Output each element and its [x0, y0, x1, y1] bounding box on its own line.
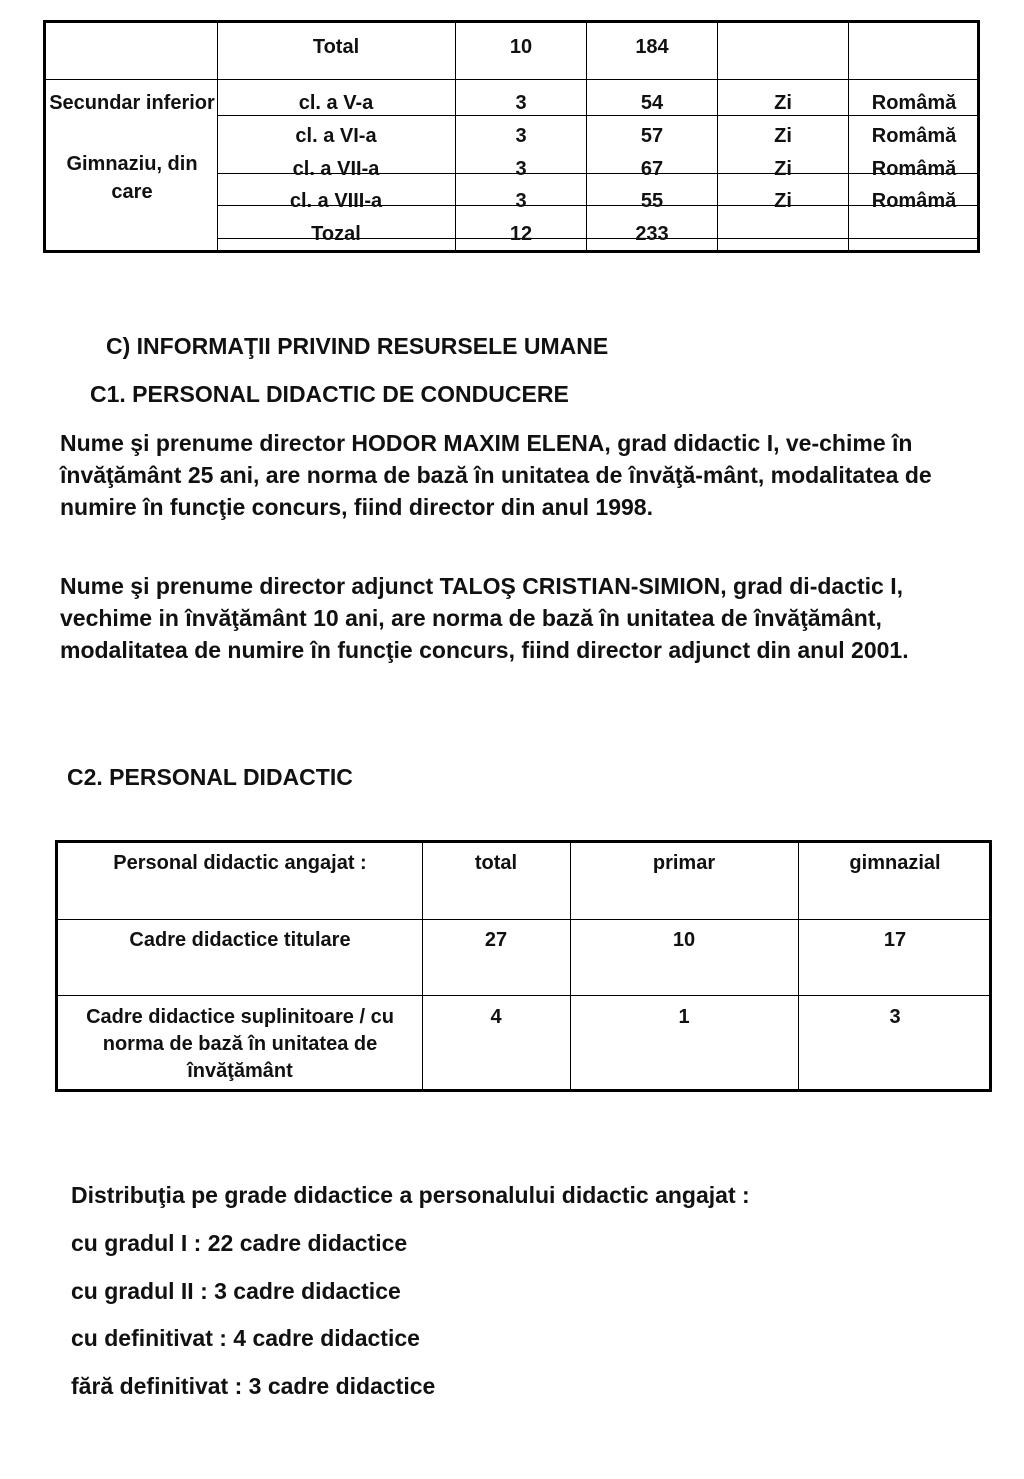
director-paragraph: Nume şi prenume director HODOR MAXIM ELENA, grad didactic I, ve-chime în învăţământ 25 ani, are norma de bază în unitatea de învăţă-mânt, modalitatea de numire în funcţie concurs, fiind director din anul 1998.	[60, 430, 932, 520]
total-students: 184	[635, 36, 669, 58]
row-gimnazial: 17	[883, 929, 907, 951]
row-primar: 1	[678, 1006, 690, 1028]
row-language: Româmă	[871, 92, 957, 114]
row-total: 4	[490, 1006, 502, 1028]
row-shift: Zi	[774, 158, 792, 180]
row-label: cl. a VI-a	[295, 125, 377, 147]
total-label: Total	[312, 36, 360, 58]
row-students: 57	[640, 125, 664, 147]
row-label: cl. a V-a	[298, 92, 374, 114]
section-c-heading: C) INFORMAŢII PRIVIND RESURSELE UMANE	[106, 333, 609, 359]
header-primar: primar	[652, 852, 716, 874]
row-shift: Zi	[774, 190, 792, 212]
row-label: cl. a VII-a	[292, 158, 380, 180]
row-students: 54	[640, 92, 664, 114]
side-label-gimnaziu: Gimnaziu, din care	[66, 153, 198, 203]
list-item: cu definitivat : 4 cadre didactice	[71, 1325, 420, 1351]
side-label-secundar: Secundar inferior	[49, 92, 215, 114]
sum-students: 233	[635, 223, 669, 245]
row-total: 27	[484, 929, 508, 951]
teaching-staff-table	[55, 840, 992, 1092]
distribution-title: Distribuţia pe grade didactice a personalului didactic angajat :	[71, 1182, 750, 1208]
row-label: Cadre didactice titulare	[129, 929, 351, 951]
header-total: total	[474, 852, 518, 874]
row-classes: 3	[515, 92, 527, 114]
row-label: cl. a VIII-a	[289, 190, 383, 212]
row-language: Româmă	[871, 190, 957, 212]
row-shift: Zi	[774, 92, 792, 114]
list-item: cu gradul I : 22 cadre didactice	[71, 1230, 408, 1256]
row-language: Româmă	[871, 158, 957, 180]
row-classes: 3	[515, 190, 527, 212]
list-item: fără definitivat : 3 cadre didactice	[71, 1373, 436, 1399]
adjunct-paragraph: Nume şi prenume director adjunct TALOŞ CRISTIAN-SIMION, grad di-dactic I, vechime in învăţământ 10 ani, are norma de bază în unitatea de învăţământ, modalitatea de numire în funcţie concurs, fiind director adjunct din anul 2001.	[60, 573, 909, 663]
row-shift: Zi	[774, 125, 792, 147]
list-item: cu gradul II : 3 cadre didactice	[71, 1278, 401, 1304]
row-gimnazial: 3	[889, 1006, 901, 1028]
row-language: Româmă	[871, 125, 957, 147]
row-classes: 3	[515, 158, 527, 180]
row-students: 55	[640, 190, 664, 212]
row-label: Cadre didactice suplinitoare / cu norma de bază în unitatea de învăţământ	[86, 1006, 394, 1082]
sum-label: Tozal	[311, 223, 361, 245]
section-c2-heading: C2. PERSONAL DIDACTIC	[67, 764, 353, 790]
row-classes: 3	[515, 125, 527, 147]
row-students: 67	[640, 158, 664, 180]
sum-classes: 12	[509, 223, 533, 245]
total-classes: 10	[509, 36, 533, 58]
header-gimnazial: gimnazial	[849, 852, 941, 874]
row-primar: 10	[672, 929, 696, 951]
class-structure-table	[43, 20, 980, 253]
section-c1-heading: C1. PERSONAL DIDACTIC DE CONDUCERE	[90, 381, 569, 407]
header-personal: Personal didactic angajat :	[113, 852, 367, 874]
